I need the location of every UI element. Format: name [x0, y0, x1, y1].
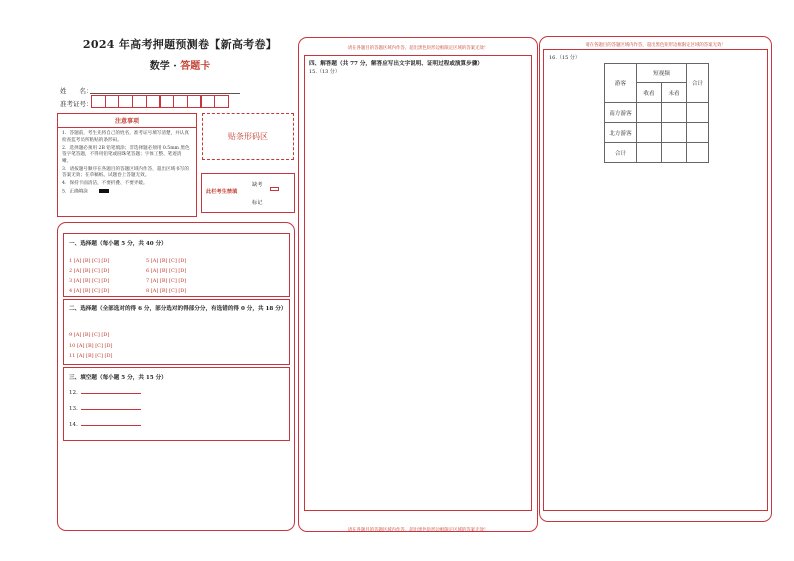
id-digit-box[interactable]	[173, 95, 188, 108]
table-row-sum: 合计	[605, 143, 637, 163]
mc-row[interactable]: 7 [A] [B] [C] [D]	[146, 278, 187, 284]
solve-heading: 四、解答题（共 77 分，解答应写出文字说明、证明过程或演算步骤）	[309, 61, 483, 67]
mc-row[interactable]: 3 [A] [B] [C] [D]	[69, 278, 110, 284]
mc-row[interactable]: 1 [A] [B] [C] [D]	[69, 258, 110, 264]
name-label: 姓 名：	[60, 87, 93, 95]
table-cell	[637, 103, 662, 123]
fill-number: 12.	[69, 390, 78, 396]
exam-title: 2024 年高考押题预测卷【新高考卷】	[82, 38, 278, 51]
fill-section	[63, 367, 290, 441]
q15-label: 15.（13 分）	[309, 69, 340, 75]
notice-title: 注意事项	[114, 118, 139, 125]
id-digit-box[interactable]	[214, 95, 229, 108]
table-row-north: 北方游客	[605, 123, 637, 143]
multi-row[interactable]: 9 [A] [B] [C] [D]	[69, 332, 110, 338]
multi-row[interactable]: 10 [A] [B] [C] [D]	[69, 342, 113, 349]
filled-mark-sample	[99, 189, 109, 193]
fill-item-14[interactable]	[69, 422, 141, 428]
card-subtitle	[60, 57, 300, 72]
table-cell	[662, 123, 687, 143]
contingency-table	[604, 63, 709, 163]
notice-item-label: 5．正确填涂	[62, 189, 88, 195]
notice-box	[57, 113, 197, 217]
multi-options	[69, 330, 112, 362]
table-row-south: 南方游客	[605, 103, 637, 123]
id-digit-box[interactable]	[105, 95, 120, 108]
barcode-label: 贴条形码区	[228, 132, 268, 141]
id-digit-box[interactable]	[187, 95, 202, 108]
table-header-total: 合计	[687, 64, 709, 103]
table-header-tourist: 游客	[605, 64, 637, 103]
mc-row[interactable]: 4 [A] [B] [C] [D]	[69, 288, 110, 294]
q16-label: 16.（15 分）	[549, 55, 580, 61]
mc-row[interactable]: 5 [A] [B] [C] [D]	[146, 258, 187, 264]
notice-item: 3．请按题号顺序在各题目的答题区域内作答，超出区域书写的答案无效；在草稿纸、试题卷上答题无效。	[62, 166, 189, 179]
absent-label: 此栏考生禁填	[206, 189, 238, 195]
id-digit-box[interactable]	[91, 95, 106, 108]
answer-line[interactable]	[81, 409, 141, 410]
subject-label: 数学	[149, 61, 170, 72]
id-digit-box[interactable]	[132, 95, 147, 108]
notice-item: 1．答题前，考生先将自己的姓名，准考证号填写清楚，并认真检查监考员所粘贴的条形码。	[62, 131, 189, 143]
fill-item-12[interactable]	[69, 390, 141, 396]
subtitle-dot: ·	[173, 61, 177, 72]
table-cell	[687, 103, 709, 123]
id-label: 准考证号：	[60, 100, 93, 108]
id-digit-box[interactable]	[201, 95, 216, 108]
absent-checkbox[interactable]	[270, 187, 279, 191]
table-cell	[687, 143, 709, 163]
table-cell	[687, 123, 709, 143]
mc-section	[63, 233, 290, 297]
warning-top-middle: 请在各题目的答题区域内作答，超出黑色矩形边框限定区域的答案无效！	[347, 46, 489, 51]
fill-heading: 三、填空题（每小题 5 分，共 15 分）	[69, 375, 167, 381]
warning-top-right: 请在各题目的答题区域内作答，超出黑色矩形边框限定区域的答案无效！	[585, 43, 726, 48]
mc-heading: 一、选择题（每小题 5 分，共 40 分）	[69, 241, 167, 247]
notice-item	[62, 189, 190, 196]
mc-row[interactable]: 8 [A] [B] [C] [D]	[146, 288, 187, 294]
table-cell	[637, 143, 662, 163]
answer-line[interactable]	[81, 425, 141, 426]
multi-heading: 二、选择题（全部选对的得 6 分，部分选对的得部分分，有选错的得 0 分，共 18 分）	[69, 306, 287, 312]
answer-line[interactable]	[81, 393, 141, 394]
name-line[interactable]	[90, 93, 240, 94]
table-cell	[662, 103, 687, 123]
id-digit-box[interactable]	[146, 95, 161, 108]
id-digit-box[interactable]	[118, 95, 133, 108]
left-answer-panel	[57, 222, 295, 531]
fill-number: 13.	[69, 406, 78, 412]
multi-row[interactable]: 11 [A] [B] [C] [D]	[69, 353, 113, 359]
id-digit-box[interactable]	[160, 95, 175, 108]
multi-section	[63, 299, 290, 365]
absent-mark-text-2: 标记	[252, 200, 263, 206]
notice-list	[58, 131, 196, 196]
table-header-short-video: 短视频	[637, 64, 687, 83]
mc-options-left	[69, 256, 109, 296]
solve-area[interactable]	[304, 55, 532, 511]
warning-bottom-middle: 请在各题目的答题区域内作答，超出黑色矩形边框限定区域的答案无效！	[347, 528, 489, 533]
table-cell	[637, 123, 662, 143]
notice-item: 2．选择题必须用 2B 铅笔填涂；非选择题必须用 0.5mm 黑色签字笔答题，不得用铅笔或圆珠笔答题；字体工整、笔迹清晰。	[62, 145, 190, 164]
mc-options-right	[146, 256, 186, 296]
table-header-watched: 收看	[637, 83, 662, 103]
fill-number: 14.	[69, 422, 78, 428]
card-label: 答题卡	[180, 61, 211, 72]
q16-area[interactable]	[543, 49, 768, 511]
table-cell	[662, 143, 687, 163]
mc-row[interactable]: 6 [A] [B] [C] [D]	[146, 268, 187, 274]
notice-item: 4．保持卡面清洁，不要折叠、不要弄破。	[62, 181, 148, 187]
absent-mark-text: 缺考	[252, 182, 263, 188]
table-header-not-watched: 未看	[662, 83, 687, 103]
exam-id-boxes[interactable]	[91, 95, 228, 108]
fill-item-13[interactable]	[69, 406, 141, 412]
barcode-area	[202, 113, 294, 160]
mc-row[interactable]: 2 [A] [B] [C] [D]	[69, 268, 110, 274]
absent-box	[201, 173, 295, 213]
